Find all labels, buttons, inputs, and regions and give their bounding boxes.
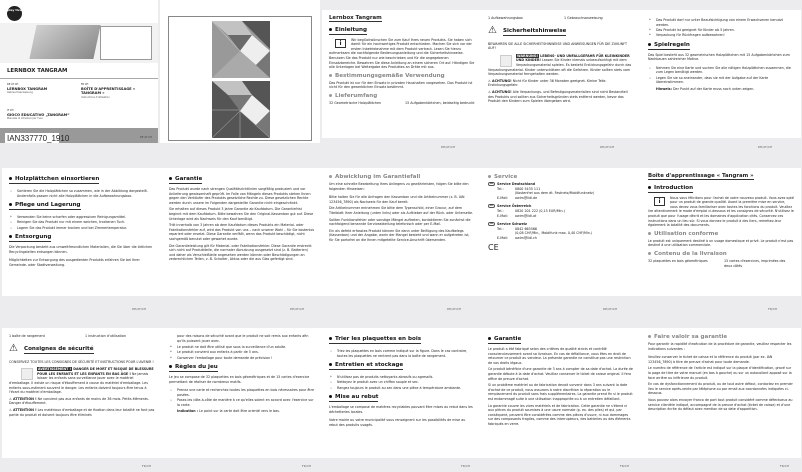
list-item: ● Verwenden Sie keine scharfen oder aggressiven Reinigungsmittel.	[9, 215, 155, 220]
bullet-icon	[329, 363, 332, 366]
product-thumbnail-image	[100, 26, 152, 60]
phone-number: 0842 665566	[515, 226, 538, 231]
scope-item: 1 instruction d'utilisation	[85, 334, 126, 338]
safety-intro: BEWAHREN SIE ALLE SICHERHEITSHINWEISE UND ANWEISUNGEN FÜR DIE ZUKUNFT AUF!	[488, 41, 628, 51]
page-footer: DE/AT/CH	[132, 307, 147, 311]
section-heading: Spielregeln	[648, 42, 690, 50]
page-de-warranty	[162, 168, 322, 296]
rules-text: Das Spiel besteht aus 32 geometrischen Holzplättchen mit 15 Aufgabenkärtchen zum Nachbauen zahlreicher Motive.	[648, 52, 790, 62]
language-de	[7, 82, 77, 96]
page-footer: DE/AT/CH	[447, 307, 462, 311]
use-text: Das Produkt ist nur für den Einsatz in privaten Haushalten vorgesehen. Das Produkt ist nicht für den gewerblichen Einsatz bestimmt.	[329, 80, 473, 90]
scope-item: 1 Gebrauchsanweisung	[564, 16, 603, 20]
list-item: ▫ Rangez toujours le produit au sec dans une pièce à température ambiante.	[329, 386, 475, 391]
language-codes: DE AT CH	[7, 83, 19, 86]
step-item: ▫ Posez-les côte-à-côte de manière à ce qu'elles soient en accord avec l'exercice sur la carte.	[169, 398, 315, 407]
divider	[0, 78, 158, 79]
language-fr	[81, 82, 153, 100]
list-item: ● Le produit convient aux enfants à partir de 5 ans.	[169, 350, 315, 355]
bullet-icon	[648, 335, 651, 338]
bullet-icon	[488, 337, 491, 340]
page-fr-sorting: Trier les plaquettes en bois ▫ Triez les plaquettes en bois comme indiqué sur la figure. Dans le cas contraire, toutes les plaquettes ne rentrent pas dans la boîte de rangement. Entretien et stockage ● N'utilisez pas de produits nettoyants abrasifs ou agressifs. ▫ Nettoyez le produit avec un chiffon souple et sec. ▫ Rangez toujours le produit au sec dans une pièce à température ambiante. Mise au rebut L'emballage se compose de matières recyclables pouvant être mises au rebut dans les déchetteries locales. Votre mairie ou votre municipalité vous renseignent sur les possibilités de mise au rebut des produits usagés.	[322, 328, 482, 466]
service-ch: CH Service Schweiz Tel.: 0842 665566 (0,08 CHF/Min., Mobilfunk max. 0,40 CHF/Min.) E-Mail: owim@lidl.ch	[489, 222, 593, 240]
process-text: Sollten Funktionsfehler oder sonstige Mängel auftreten, kontaktieren Sie zunächst die nachfolgend benannte Serviceabteilung telefonisch oder per E-Mail.	[329, 217, 471, 227]
phone-number: 0820 201 222 (0,15 EUR/Min.)	[515, 208, 565, 213]
section-heading: Entsorgung	[9, 234, 51, 242]
service-de: DE Service Deutschland Tel.: 0800 5435 111 (Kostenfrei aus dem dt. Festnetz/Mobilfunknetz) E-Mail: owim@lidl.de	[489, 182, 595, 200]
page-footer: FR/CH	[302, 464, 312, 468]
page-gutter	[0, 458, 802, 472]
warning-text: Lassen Sie Kinder niemals unbeaufsichtigt mit dem Verpackungsmaterial spielen. Es besteht Erstickungsgefahr durch das Verpackungsmaterial. Kinder unterschätzen oft die Gefahren. Kinder sollten stets vom Verpackungsmaterial ferngehalten werden.	[488, 58, 632, 77]
warranty-text: Die Garantieleistung gilt für Material- oder Fabrikationsfehler. Diese Garantie erstreckt sich nicht auf Produktteile, die normaler Abnutzung ausgesetzt sind (z. B. Batterien) und daher als Verschleißteile angesehen werden können oder Beschädigungen an zerbrechlichen Teilen, z. B. Schalter, Akkus oder die aus Glas gefertigt sind.	[169, 243, 312, 262]
ce-mark-icon: CE	[488, 242, 499, 252]
page-footer: DE/AT/CH	[441, 145, 456, 149]
hint-label: Hinweis:	[656, 86, 672, 91]
cover-title: LERNBOX TANGRAM	[7, 68, 68, 74]
page-de-introduction	[322, 10, 482, 138]
page-title: Boîte d'apprentissage « Tangram »	[648, 173, 754, 179]
ian-number: IAN337770_1910	[7, 134, 70, 143]
language-title: GIOCO EDUCATIVO „TANGRAM“	[7, 113, 70, 118]
bullet-icon	[329, 94, 332, 97]
list-item: ● N'utilisez pas de produits nettoyants abrasifs ou agressifs.	[329, 375, 475, 380]
email-link[interactable]: owim@lidl.ch	[515, 235, 537, 240]
step-item: ▫ Prenez une carte et recherchez toutes les plaquettes en bois nécessaires pour être posées.	[169, 388, 315, 397]
section-heading: Utilisation conforme	[648, 231, 794, 238]
page-footer: DE/AT/CH	[758, 145, 773, 149]
page-gutter	[0, 300, 802, 314]
section-heading: Pflege und Lagerung	[9, 202, 81, 210]
bullet-icon	[488, 175, 491, 178]
section-heading: Contenu de la livraison	[648, 251, 794, 258]
email-link[interactable]: owim@lidl.de	[515, 195, 538, 200]
disposal-text: Möglichkeiten zur Entsorgung des ausgedienten Produkts erfahren Sie bei Ihrer Gemeinde- oder Stadtverwaltung.	[9, 258, 140, 267]
phone-number: 0800 5435 111	[515, 186, 541, 191]
service-at: AT Service Österreich Tel.: 0820 201 222 (0,15 EUR/Min.) E-Mail: owim@lidl.at	[488, 204, 634, 218]
section-heading: Garantie	[169, 176, 202, 184]
product-box-image	[29, 25, 100, 59]
scope-item: 15 Aufgabenkärtchen, beidseitig bedruckt	[405, 100, 475, 105]
warning-triangle-icon: ⚠	[488, 24, 497, 36]
page-footer: FR/CH	[142, 464, 152, 468]
page-gutter	[0, 143, 802, 155]
page-de-service	[481, 168, 641, 296]
list-item: ● Verpackung für Rückfragen aufbewahren!	[648, 33, 794, 38]
section-heading: Abwicklung im Garantiefall	[329, 174, 475, 181]
section-heading: Consignes de sécurité	[23, 345, 94, 352]
language-it	[7, 108, 77, 122]
child-warning-icon	[500, 55, 512, 67]
country-badges: DE AT CH	[139, 136, 152, 139]
tangram-diagram	[169, 17, 313, 142]
process-text: Ein als defekt erfasstes Produkt können Sie dann unter Beifügung des Kaufbelegs (Kassenbon) und der Angabe, worin der Mangel besteht und wann er aufgetreten ist, für Sie portofrei an die Ihnen mitgeteilte Service-Anschrift übersenden.	[329, 228, 470, 242]
section-heading: Mise au rebut	[329, 394, 378, 402]
bullet-icon	[648, 43, 651, 46]
scope-item: 15 cartes d'exercices, imprimées des deux côtés	[724, 258, 786, 268]
warning-badge: AVERTISSEMENT !	[38, 367, 72, 372]
scope-item: 1 Aufbewahrungsbox	[488, 16, 523, 20]
list-item: ▫ Nettoyez le produit avec un chiffon souple et sec.	[329, 380, 475, 385]
step-item: ▫ Legen Sie sie so aneinander, dass sie mit der Aufgabe auf der Karte übereinstimmen.	[648, 76, 794, 85]
cover-page	[0, 0, 158, 155]
tangram-illustration-page	[160, 0, 320, 155]
language-subtitle: Instructions d'utilisation	[81, 95, 110, 99]
bullet-icon	[329, 337, 332, 340]
caution-icon: ⚠	[488, 78, 493, 83]
page-footer: FR/CH	[768, 307, 778, 311]
tangram-illustration-panel	[168, 16, 312, 141]
scope-item: 1 boîte de rangement	[9, 334, 45, 338]
page-fr-warranty: Garantie Le produit a été fabriqué selon des critères de qualité stricts et contrôlé consciencieusement avant sa livraison. En cas de défaillance, vous êtes en droit de retourner ce produit au vendeur. La présente garantie ne constitue pas une restriction de vos droits légaux. Ce produit bénéficie d'une garantie de 3 ans à compter de sa date d'achat. La durée de garantie débute à la date d'achat. Veuillez conserver le ticket de caisse original. Il fera office de preuve d'achat. Si un problème matériel ou de fabrication devait survenir dans 3 ans suivant la date d'achat de ce produit, nous assurons à notre discrétion la réparation ou le remplacement du produit sans frais supplémentaires. La garantie prend fin si le produit est endommagé suite à une utilisation inappropriée ou à un entretien défaillant. La garantie couvre les vices matériels et de fabrication. Cette garantie ne s'étend ni aux pièces du produit soumises à une usure normale (p. ex. des piles) et qui, par conséquent, peuvent être considérées comme des pièces d'usure, ni aux dommages sur des composants fragiles, comme des interrupteurs, des batteries ou des éléments fabriqués en verre.	[481, 328, 641, 466]
page-fr-introduction: Boîte d'apprentissage « Tangram » Introduction i Nous vous félicitons pour l'achat de votre nouveau produit. Vous avez opté pour un produit de grande qualité. Avant la première mise en service, vous devez vous familiariser avec toutes les fonctions du produit. Veuillez lire attentivement le mode d'emploi ci-dessous et les consignes de sécurité. N'utilisez le produit que pour l'usage décrit et les domaines d'application cités. Conservez ces instructions dans un lieu sûr. Si vous donnez le produit à des tiers, remettez-leur également la totalité des documents. Utilisation conforme Le produit est uniquement destiné à un usage domestique et privé. Le produit n'est pas destiné à une utilisation commerciale. Contenu de la livraison 32 plaquettes en bois géométriques 15 cartes d'exercices, imprimées des deux côtés	[641, 168, 801, 296]
page-footer: FR/CH	[620, 464, 630, 468]
country-badge-icon: AT	[488, 204, 495, 208]
bullet-icon	[329, 28, 332, 31]
bullet-icon	[329, 395, 332, 398]
caution-icon: ⚠	[488, 89, 493, 94]
scope-item: 32 Geometrische Holzplättchen	[329, 100, 382, 105]
info-book-icon: i	[335, 39, 346, 48]
bullet-icon	[329, 175, 332, 178]
section-heading: Sicherheitshinweise	[502, 27, 567, 34]
page-fr-warranty-claim: Faire valoir sa garantie Pour garantir la rapidité d'exécution de la procédure de garantie, veuillez respecter les indications suivantes : Veuillez conserver le ticket de caisse et la référence du produit (par ex. IAN 123456_7890) à titre de preuve d'achat pour toute demande. Le numéro de référence de l'article est indiqué sur la plaque d'identification, gravé sur la page de titre de votre manuel (en bas à gauche) ou sur un autocollant apposé sur la face arrière ou inférieure du produit. En cas de dysfonctionnement du produit, ou de tout autre défaut, contactez en premier lieu le service après-vente par téléphone ou par email aux coordonnées indiquées ci-dessous. Vous pouvez alors envoyer franco de port tout produit considéré comme défectueux au service clientèle indiqué, accompagné de la preuve d'achat (ticket de caisse) et d'une description écrite du défaut avec mention de sa date d'apparition.	[641, 328, 801, 466]
step-item: ▫ Nehmen Sie eine Karte und suchen Sie alle nötigen Holzplättchen zusammen, die zum Legen benötigt werden.	[648, 66, 794, 75]
bullet-icon	[648, 252, 651, 255]
language-subtitle: Gebrauchsanweisung	[7, 91, 33, 95]
section-heading: Introduction	[648, 185, 693, 193]
page-de-rules	[641, 10, 801, 138]
list-item: ▫ Reinigen Sie das Produkt nur mit einem weichen, trockenen Tuch.	[9, 220, 155, 225]
hint-text: Der Punkt auf der Karte muss nach unten zeigen.	[673, 86, 755, 91]
page-de-warranty-process	[322, 168, 482, 296]
section-heading: Service	[488, 174, 634, 181]
warranty-text: Sie erhalten auf dieses Produkt 3 Jahre Garantie ab Kaufdatum. Die Garantiefrist beginnt mit dem Kaufdatum. Bitte bewahren Sie den Original-Kassenbon gut auf. Diese Unterlage wird als Nachweis für den Kauf benötigt.	[169, 207, 314, 221]
warning-triangle-icon: ⚠	[9, 342, 18, 354]
child-warning-icon	[21, 368, 33, 380]
info-book-icon: i	[654, 197, 665, 206]
process-text: Die Artikelnummer entnehmen Sie bitte dem Typenschild, einer Gravur, auf dem Titelblatt Ihrer Anleitung (unten links) oder als Aufkleber auf der Rück- oder Unterseite.	[329, 206, 474, 215]
list-item: ● Das Produkt ist geeignet für Kinder ab 5 Jahren.	[648, 28, 794, 33]
page-de-safety: 1 Aufbewahrungsbox 1 Gebrauchsanweisung ⚠ Sicherheitshinweise BEWAHREN SIE ALLE SICHERHEITSHINWEISE UND ANWEISUNGEN FÜR DIE ZUKUNFT AUF! WARNUNG! LEBENS- UND UNFALLGEFAHR FÜR KLEINKINDER UND KINDER! Lassen Sie Kinder niemals unbeaufsichtigt mit dem Verpackungsmaterial spielen. Es besteht Erstickungsgefahr durch das Verpackungsmaterial. Kinder unterschätzen oft die Gefahren. Kinder sollten stets vom Verpackungsmaterial ferngehalten werden. ⚠ ACHTUNG! Nicht für Kinder unter 36 Monaten geeignet. Kleine Teile. Erstickungsgefahr. ⚠ ACHTUNG! Alle Verpackungs- und Befestigungsmaterialien sind nicht Bestandteil des Produkts und sollten aus Sicherheitsgründen stets entfernt werden, bevor das Produkt den Kindern zum Spielen übergeben wird.	[481, 10, 641, 138]
bullet-icon	[9, 235, 12, 238]
bullet-icon	[648, 232, 651, 235]
page-footer: DE/AT/CH	[603, 307, 618, 311]
process-text: Um eine schnelle Bearbeitung Ihres Anliegens zu gewährleisten, folgen Sie bitte den folgenden Hinweisen:	[329, 182, 469, 191]
section-heading: Trier les plaquettes en bois	[329, 336, 421, 344]
page-fr-rules: pour des raisons de sécurité avant que le produit ne soit remis aux enfants afin qu'ils puissent jouer avec. ● Le produit ne doit être utilisé que sous la surveillance d'un adulte. ● Le produit convient aux enfants à partir de 5 ans. ● Conserver l'emballage pour toute demande de précision ! Règles du jeu Le jeu se compose de 32 plaquettes en bois géométriques et de 15 cartes d'exercice permettant de réaliser de nombreux motifs. ▫ Prenez une carte et recherchez toutes les plaquettes en bois nécessaires pour être posées. ▫ Posez-les côte-à-côte de manière à ce qu'elles soient en accord avec l'exercice sur la carte. Indication : Le point sur la carte doit être orienté vers le bas.	[162, 328, 322, 466]
language-title: LERNBOX TANGRAM	[7, 87, 48, 92]
section-heading: Lieferumfang	[329, 93, 475, 100]
page-footer: FR/CH	[461, 464, 471, 468]
language-subtitle: Manuale di istruzioni per l'uso	[7, 117, 43, 121]
email-link[interactable]: owim@lidl.at	[515, 213, 537, 218]
intro-text: Wir beglückwünschen Sie zum Kauf Ihres neuen Produkts. Sie haben sich damit für ein hochwertiges Produkt entschieden. Machen Sie sich vor der ersten Inbetriebnahme mit dem Produkt vertraut. Lesen Sie hierzu aufmerksam die nachfolgende Bedienungsanleitung und die Sicherheitshinweise. Benutzen Sie das Produkt nur wie beschrieben und für die angegebenen Einsatzbereiche. Bewahren Sie diese Anleitung an einem sicheren Ort auf. Händigen Sie alle Unterlagen bei Weitergabe des Produktes an Dritte mit aus.	[329, 37, 475, 70]
list-item: ● Conserver l'emballage pour toute demande de précision !	[169, 356, 315, 361]
page-footer: DE/AT/CH	[290, 307, 305, 311]
section-heading: Règles du jeu	[169, 364, 218, 372]
bullet-icon	[9, 177, 12, 180]
list-item: ● Das Produkt darf nur unter Beaufsichtigung von einem Erwachsenen benutzt werden.	[648, 18, 794, 27]
country-badge-icon: CH	[489, 223, 494, 226]
list-item: ▫ Lagern Sie das Produkt immer trocken und bei Zimmertemperatur.	[9, 226, 155, 231]
page-footer: DE/AT/CH	[600, 145, 615, 149]
warning-badge: WARNUNG!	[517, 53, 538, 58]
section-heading: Garantie	[488, 336, 521, 344]
section-heading: Entretien et stockage	[329, 362, 403, 370]
bullet-icon	[648, 186, 651, 189]
section-heading: Einleitung	[329, 27, 367, 35]
page-de-sorting	[2, 168, 162, 296]
language-title: BOÎTE D'APPRENTISSAGE « TANGRAM »	[81, 87, 136, 96]
bullet-icon	[329, 74, 332, 77]
page-title: Lernbox Tangram	[329, 15, 382, 21]
language-codes: IT CH	[7, 109, 14, 112]
list-item: ● Le produit ne doit être utilisé que sous la surveillance d'un adulte.	[169, 345, 315, 350]
section-heading: Bestimmungsgemäße Verwendung	[329, 73, 475, 80]
bullet-icon	[9, 203, 12, 206]
section-heading: Faire valoir sa garantie	[648, 334, 794, 341]
process-text: Bitte halten Sie für alle Anfragen den Kassenbon und die Artikelnummer (z. B. IAN 123456_7890) als Nachweis für den Kauf bereit.	[329, 195, 465, 204]
caution-icon: ⚠	[9, 396, 14, 401]
section-heading: Holzplättchen einsortieren	[9, 176, 99, 184]
warning-title: LEBENS- UND UNFALLGEFAHR FÜR KLEINKINDER UND KINDER!	[516, 53, 630, 63]
country-badge-icon: DE	[489, 183, 494, 185]
disposal-text: Die Verpackung besteht aus umweltfreundlichen Materialien, die Sie über die örtlichen Recyclingstellen entsorgen können.	[9, 245, 153, 254]
warranty-text: Das Produkt wurde nach strengen Qualitätsrichtlinien sorgfältig produziert und vor Anlieferung gewissenhaft geprüft. Im Falle von Mängeln dieses Produkts stehen Ihnen gegen den Verkäufer des Produkts gesetzliche Rechte zu. Diese gesetzlichen Rechte werden durch unsere im Folgenden dargestellte Garantie nicht eingeschränkt.	[169, 187, 311, 205]
bullet-icon	[169, 177, 172, 180]
page-fr-safety: 1 boîte de rangement 1 instruction d'utilisation ⚠ Consignes de sécurité CONSERVEZ TOUTES LES CONSIGNES DE SÉCURITÉ ET INSTRUCTIONS POUR L'AVENIR ! AVERTISSEMENT ! DANGER DE MORT ET RISQUE DE BLESSURE POUR LES ENFANTS ET LES ENFANTS EN BAS ÂGE ! Ne jamais laisser les enfants sans surveillance jouer avec le matériel d'emballage. Il existe un risque d'étouffement à cause du matériel d'emballage. Les enfants sous-estiment souvent le danger. Les enfants doivent toujours être tenus à l'écart du matériel d'emballage. ⚠ ATTENTION ! Ne convient pas aux enfants de moins de 36 mois. Petits éléments. Danger d'étouffement. ⚠ ATTENTION ! Les matériaux d'emballage et de fixation dans leur totalité ne font pas partie du produit et doivent toujours être éliminés	[2, 328, 162, 466]
scope-item: 32 plaquettes en bois géométriques	[648, 258, 708, 263]
caution-icon: ⚠	[9, 407, 14, 412]
language-codes: FR CH	[81, 83, 89, 86]
bullet-icon	[169, 365, 172, 368]
brand-logo: play tive	[7, 6, 22, 21]
step-item: ▫ Triez les plaquettes en bois comme indiqué sur la figure. Dans le cas contraire, toutes les plaquettes ne rentrent pas dans la boîte de rangement.	[329, 349, 475, 358]
warranty-text: Tritt innerhalb von 3 Jahren ab dem Kaufdatum dieses Produkts ein Material- oder Fabrikationsfehler auf, wird das Produkt von uns – nach unserer Wahl – für Sie kostenlos repariert oder ersetzt. Diese Garantie verfällt, wenn das Produkt beschädigt, nicht sachgemäß benutzt oder gewartet wurde.	[169, 223, 315, 241]
page-footer: FR/CH	[780, 464, 790, 468]
step-item: ▫ Sortieren Sie die Holzplättchen so zusammen, wie in der Abbildung dargestellt. Andernfalls passen nicht alle Holzplättchen in die Aufbewahrungsbox.	[9, 189, 155, 198]
